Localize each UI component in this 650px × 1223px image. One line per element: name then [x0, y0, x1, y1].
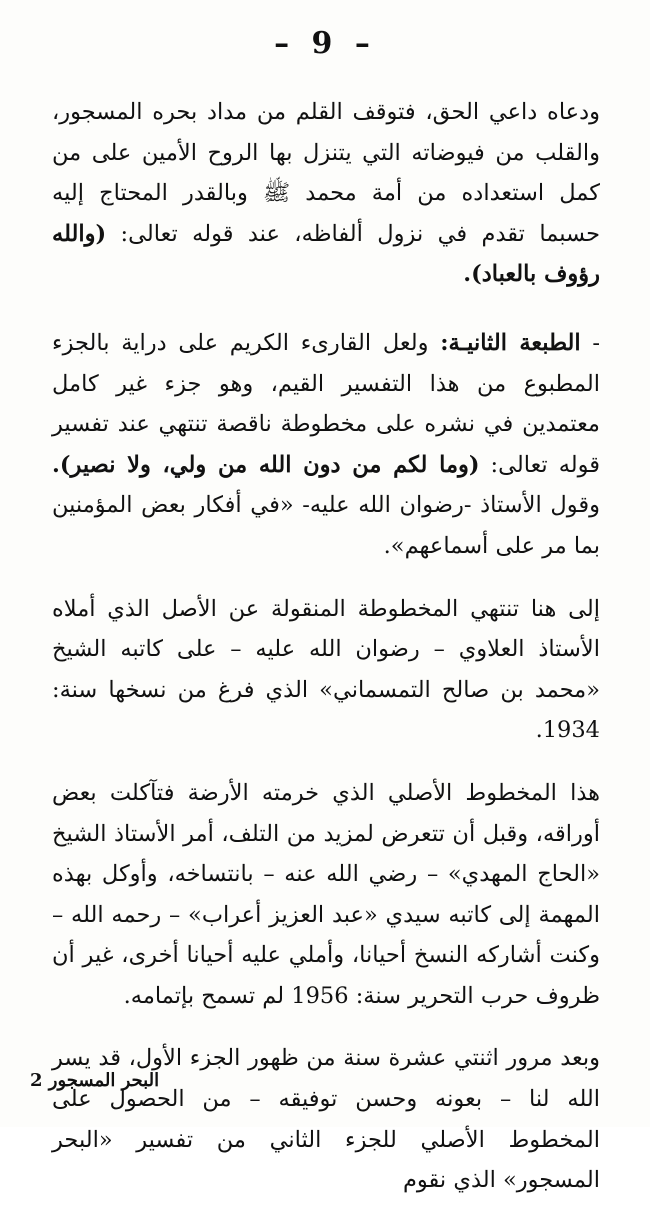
paragraph-dash: -	[580, 329, 600, 356]
paragraph-text: وقول الأستاذ -رضوان الله عليه- «في أفكار بعض المؤمنين بما مر على أسماعهم».	[52, 492, 600, 559]
paragraph-text: ودعاه داعي الحق، فتوقف القلم من مداد بحره المسجور، والقلب من فيوضاته التي يتنزل بها الروح الأمين على من كمل استعداده من أمة محمد ﷺ وبالقدر المحتاج إليه حسبما تقدم في نزول ألفاظه، عند قوله تعالى:	[52, 99, 600, 247]
paragraph-1	[52, 92, 600, 295]
page-number: – 9 –	[274, 26, 376, 61]
paragraph-text: إلى هنا تنتهي المخطوطة المنقولة عن الأصل الذي أملاه الأستاذ العلاوي – رضوان الله عليه – على كاتبه الشيخ «محمد بن صالح التمسماني» الذي فرغ من نسخها سنة: 1934.	[52, 595, 600, 744]
page-footer: البحر المسجور 2	[30, 1070, 160, 1091]
section-heading: الطبعة الثانيـة:	[440, 329, 581, 356]
paragraph-2	[52, 323, 600, 567]
paragraph-text: ولعل القارىء الكريم على دراية بالجزء المطبوع من هذا التفسير القيم، وهو جزء غير كامل معتمدين في نشره على مخطوطة ناقصة تنتهي عند تفسير قوله تعالى:	[52, 329, 601, 478]
paragraph-4	[52, 773, 600, 1017]
paragraph-text: وبعد مرور اثنتي عشرة سنة من ظهور الجزء الأول، قد يسر الله لنا – بعونه وحسن توفيقه – من الحصول على المخطوط الأصلي للجزء الثاني من تفسير «البحر المسجور» الذي نقوم	[52, 1045, 600, 1194]
quran-quote: (وما لكم من دون الله من ولي، ولا نصير).	[52, 451, 480, 478]
body-text	[52, 92, 600, 1223]
paragraph-5	[52, 1038, 600, 1200]
paragraph-text: هذا المخطوط الأصلي الذي خرمته الأرضة فتآكلت بعض أوراقه، وقبل أن تتعرض لمزيد من التلف، أمر الأستاذ الشيخ «الحاج المهدي» – رضي الله عنه – بانتساخه، وأوكل بهذه المهمة إلى كاتبه سيدي «عبد العزيز أعراب» – رحمه الله – وكنت أشاركه النسخ أحيانا، وأملي عليه أحيانا أخرى، غير أن ظروف حرب التحرير سنة: 1956 لم تسمح بإتمامه.	[52, 779, 600, 1009]
quran-quote: (والله رؤوف بالعباد).	[52, 220, 600, 288]
paragraph-3	[52, 589, 600, 751]
